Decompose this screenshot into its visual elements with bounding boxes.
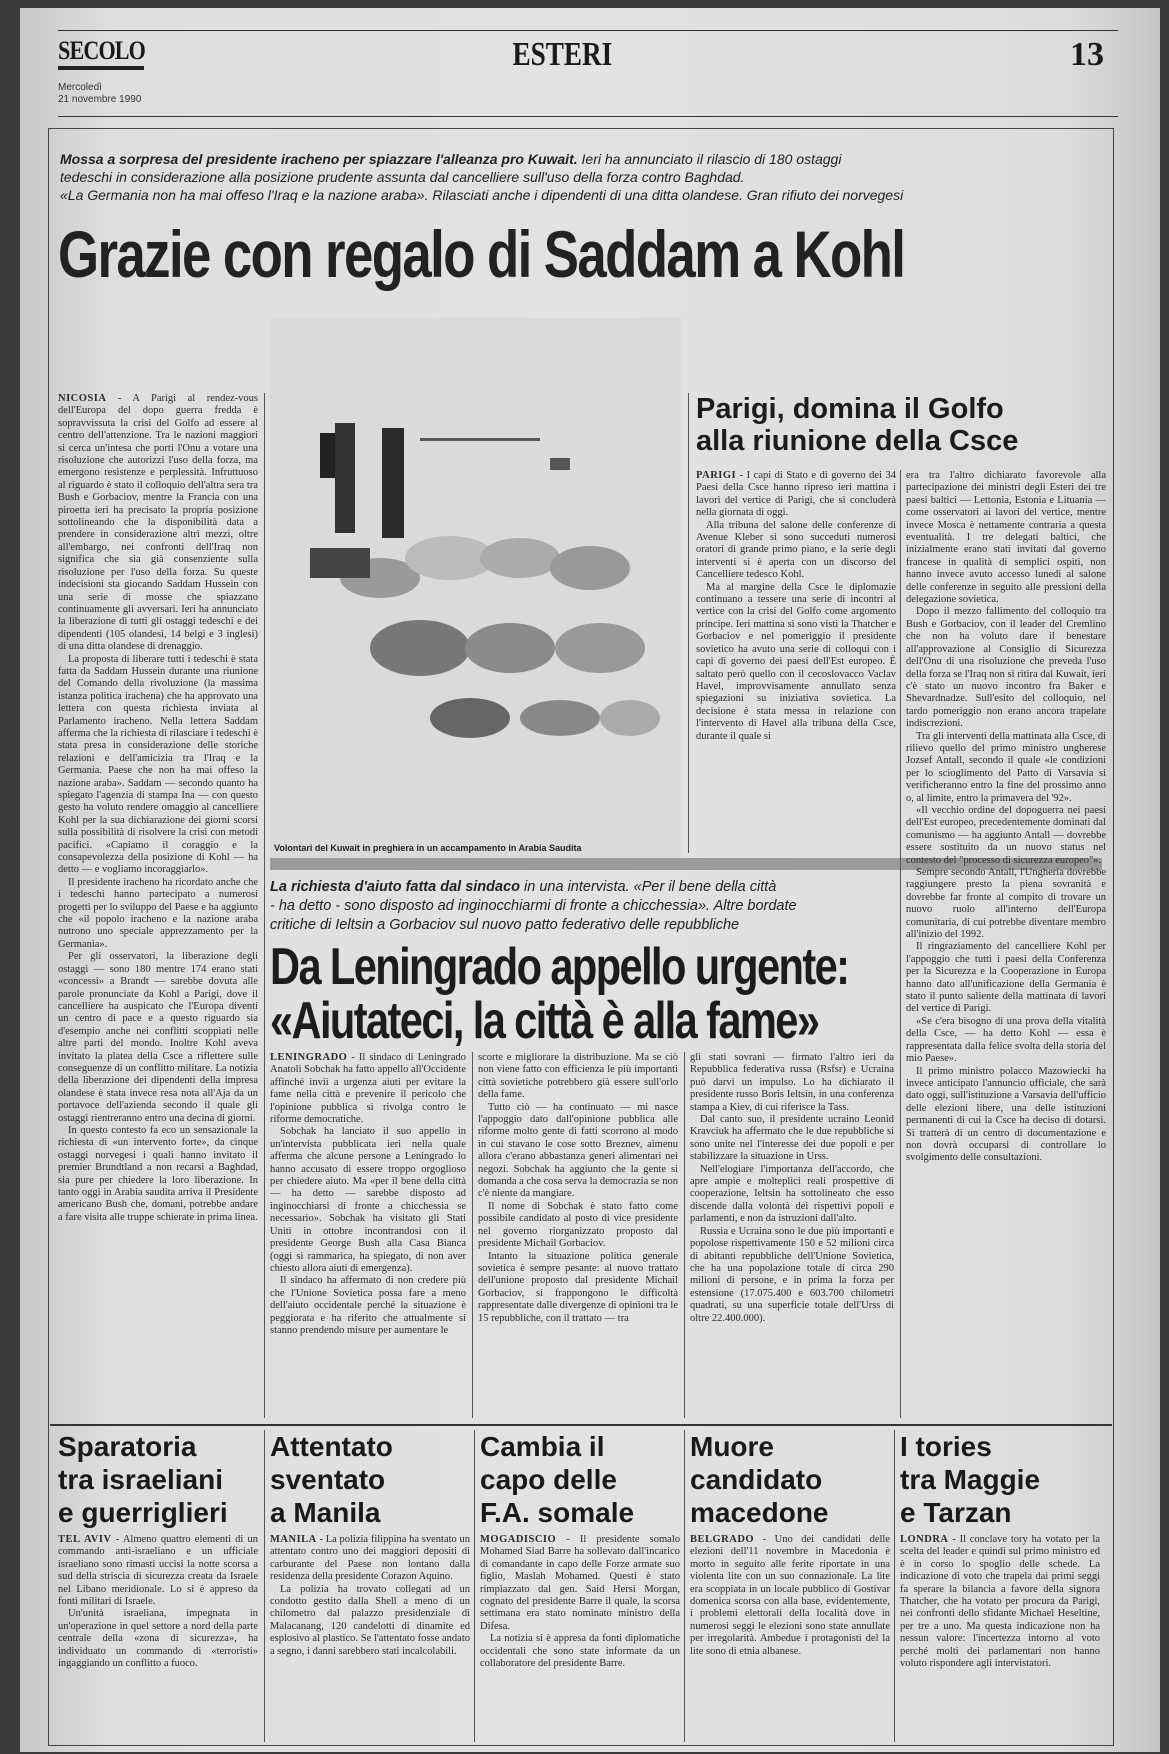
- paragraph: - I capi di Stato e di governo dei 34 Paesi della Csce hanno ripreso ieri mattina i lavori del vertice di Parigi, che si concluderà nella giornata di oggi.: [696, 470, 896, 519]
- brief-article: [900, 1430, 1100, 1744]
- headline-line: Attentato: [270, 1431, 393, 1462]
- headline-line: «Aiutateci, la città è alla fame»: [270, 992, 819, 1050]
- paragraph: La notizia si è appresa da fonti diplomatiche occidentali che sono state informate da un collaboratore del presidente Barre.: [480, 1633, 680, 1670]
- paragraph: Nell'elogiare l'importanza dell'accordo, che apre ampie e molteplici reali prospettive di cooperazione, Ieltsin ha sottolineato che esso discende dalla volontà dei rispettivi popoli e parlamenti, e non da istruzioni dall'alto.: [690, 1163, 894, 1225]
- paragraph: - Il presidente somalo Mohamed Siad Barre ha sollevato dall'incarico di comandante in capo delle Forze armate suo figlio, Maslah Mohamed. Questi è stato rimpiazzato dal gen. Said Hersi Morgan, cognato del presidente Barre il quale, la scorsa settimana era stato nominato ministro della Difesa.: [480, 1534, 680, 1632]
- brief-body: [270, 1534, 470, 1742]
- paragraph: - A Parigi al rendez-vous dell'Europa del dopo guerra fredda è sopravvissuta la crisi del Golfo ad essere al centro dell'attenzione. Tra le nazioni maggiori si cerca un'intesa che porti l'Onu a votare una risoluzione che autorizzi l'uso della forza, ma emergono resistenze e perplessità. Infruttuoso al riguardo è stato il colloquio dell'altra sera tra Bush e Gorbaciov, mentre la Francia con una piroetta ieri ha precisato la propria posizione sottolineando che la disponibilità data a prendere in considerazione altri mezzi, oltre all'embargo, nei confronti dell'Iraq non significa che sia già consenziente sulla risoluzione per l'uso della forza. Su queste indecisioni sta giocando Saddam Hussein con una serie di mosse che spiazzano continuamente gli avversari. Ieri ha annunciato la liberazione di tutti gli ostaggi tedeschi e dei dipendenti (105 olandesi, 14 belgi e 3 inglesi) di una ditta olandese di drenaggio.: [58, 393, 258, 653]
- column-rule: [900, 470, 901, 1418]
- bottom-section-rule: [50, 1424, 1112, 1426]
- headline-line: tra Maggie: [900, 1464, 1041, 1495]
- brief-article: [58, 1430, 258, 1744]
- day: Mercoledì: [58, 82, 102, 93]
- masthead-logo: SECOLO: [58, 36, 160, 70]
- headline-line: Muore: [690, 1431, 774, 1462]
- csce-column-2: [906, 470, 1106, 1418]
- paragraph: Alla tribuna del salone delle conferenze di Avenue Kleber si sono succeduti numerosi oratori di grande primo piano, e la serie degli interventi si è aperta con un discorso del Cancelliere tedesco Kohl.: [696, 519, 896, 581]
- paragraph: Tra gli interventi della mattinata alla Csce, di rilievo quello del primo ministro ungherese Jozsef Antall, secondo il quale «le condizioni per lo scioglimento del Patto di Varsavia si verificheranno entro la fine del prossimo anno o, al limite, entro la primavera del '92».: [906, 730, 1106, 804]
- paragraph: Ma al margine della Csce le diplomazie continuano a tessere una serie di incontri al vertice con la crisi del Golfo come argomento principe. Ieri mattina si sono visti la Thatcher e Gorbaciov e nel pomeriggio il presidente sovietico ha avuto una serie di colloqui con i capi di governo dei paesi dell'Est europeo. È saltato però quello con il cecoslovacco Vaclav Havel, improvvisamente annullato senza spiegazioni su iniziativa sovietica. La decisione è stata messa in relazione con l'intervento di Havel alla tribuna della Csce, durante il quale si: [696, 581, 896, 742]
- dateline: LENINGRADO: [270, 1052, 348, 1063]
- leningrado-deck: [270, 878, 890, 935]
- paragraph: Russia e Ucraina sono le due più importanti e popolose rispettivamente 150 e 52 milioni circa di abitanti repubbliche dell'Unione Sovietica, che ha una popolazione totale di circa 290 milioni di persone, e in prima la forza per estensione (17.075.400 e 603.700 chilometri quadrati, su una superficie totale dell'Urss di oltre 22.400.000).: [690, 1225, 894, 1324]
- paragraph: Il primo ministro polacco Mazowiecki ha invece anticipato l'annuncio ufficiale, che sarà dato oggi, sull'istituzione a Varsavia dell'ufficio delle elezioni libere, una delle istituzioni permanenti di cui la Csce ha deciso di dotarsi. Si tratterà di un centro di documentazione e non dovrà occuparsi di controllare lo svolgimento delle consultazioni.: [906, 1065, 1106, 1164]
- issue-date: [58, 82, 141, 106]
- photo-prayer-camp: [270, 318, 682, 858]
- headline-line: e guerriglieri: [58, 1497, 228, 1528]
- column-rule: [474, 1430, 475, 1742]
- dateline: MANILA: [270, 1534, 317, 1545]
- photo-caption: Volontari del Kuwait in preghiera in un accampamento in Arabia Saudita: [274, 843, 582, 853]
- headline-line: Parigi, domina il Golfo: [696, 393, 1004, 425]
- dateline: BELGRADO: [690, 1534, 755, 1545]
- top-rule: [58, 30, 1118, 31]
- paragraph: Sempre secondo Antall, l'Ungheria dovrebbe raggiungere presto la piena sovranità e dovrebbe far fronte al compito di trovare un nuovo ruolo all'interno dell'Europa comunitaria, di cui potrebbe diventare membro all'inizio del 1992.: [906, 867, 1106, 941]
- leningrado-column-3: [690, 1052, 894, 1418]
- paragraph: era tra l'altro dichiarato favorevole alla partecipazione dei ministri degli Esteri dei tre paesi baltici — Lettonia, Estonia e Lituania — come osservatori ai lavori del vertice, mentre invece Mosca è nettamente contraria a questa eventualità. I tre delegati baltici, che inizialmente erano stati invitati dal governo francese in qualità di semplici ospiti, non hanno invece avuto accesso lunedì al salone delle conferenze in seguito alle pressioni della delegazione sovietica.: [906, 470, 1106, 606]
- headline-line: macedone: [690, 1497, 829, 1528]
- column-rule: [684, 1052, 685, 1418]
- paragraph: Un'unità israeliana, impegnata in un'operazione in quel settore a nord della parte centrale della «zona di sicurezza», ha individuato un commando di «terroristi» ingaggiando un conflitto a fuoco.: [58, 1608, 258, 1670]
- csce-headline: [696, 393, 1096, 457]
- column-rule: [472, 1052, 473, 1418]
- paragraph: Per gli osservatori, la liberazione degli ostaggi — sono 180 mentre 174 erano stati «concessi» a Brandt — sarebbe dovuta alle parole pronunciate da Kohl a Parigi, dove il cancelliere ha auspicato che l'Europa diventi un centro di pace e a questo riguardo sia d'esempio anche nei conflitti scoppiati nelle altre parti del mondo. Inoltre Kohl aveva invitato la platea della Csce a riflettere sulle conseguenze di un conflitto militare. La notizia della liberazione dei dipendenti della impresa olandese è stata invece resa nota all'Aja da un portavoce dell'azienda secondo il quale gli ostaggi rientreranno entro una decina di giorni.: [58, 951, 258, 1124]
- headline-line: a Manila: [270, 1497, 381, 1528]
- headline-line: sventato: [270, 1464, 386, 1495]
- lead-body: [58, 393, 258, 1418]
- brief-body: [690, 1534, 890, 1742]
- paragraph: Intanto la situazione politica generale sovietica è sempre pesante: al nuovo trattato dell'unione proposto dal presidente Michail Gorbaciov, si frappongono le difficoltà rappresentate dalle divergenze di opinioni tra le 15 repubbliche, con il trattato — tra: [478, 1250, 678, 1324]
- paragraph: - Almeno quattro elementi di un commando anti-israeliano e un ufficiale israeliano sono rimasti uccisi la notte scorsa a sud della striscia di sicurezza creata da Israele nel Libano meridionale. Lo si è appreso da fonti militari di Israele.: [58, 1534, 258, 1608]
- paragraph: - La polizia filippina ha sventato un attentato contro uno dei maggiori depositi di carburante del Paese non lontano dalla residenza della presidente Corazon Aquino.: [270, 1534, 470, 1583]
- column-rule: [264, 393, 265, 1418]
- section-title: ESTERI: [512, 36, 613, 73]
- dateline: MOGADISCIO: [480, 1534, 557, 1545]
- lead-deck: [60, 150, 1100, 204]
- paragraph: «Il vecchio ordine del dopoguerra nei paesi dell'Est europeo, precedentemente dominati dal comunismo — ha aggiunto Antall — dovrebbe essere sostituito da un nuovo status nel contesto del "processo di sicurezza europeo"».: [906, 804, 1106, 866]
- dateline: TEL AVIV: [58, 1534, 112, 1545]
- column-rule: [894, 1430, 895, 1742]
- date: 21 novembre 1990: [58, 94, 142, 105]
- brief-article: [480, 1430, 680, 1744]
- paragraph: - Uno dei candidati delle elezioni dell'11 novembre in Macedonia è morto in seguito alle ferite riportate in una violenta lite con un suo connazionale. La lite era scoppiata in un locale pubblico di Gostivar domenica scorsa con alla base, evidentemente, i problemi elettorali della località dove in numerosi seggi le elezioni sono state annullate per irregolarità. Ambedue i protagonisti del la lite sono di etnia albanese.: [690, 1534, 890, 1657]
- brief-headline: [58, 1430, 258, 1529]
- dateline: LONDRA: [900, 1534, 949, 1545]
- column-rule: [688, 393, 689, 853]
- paragraph: Il sindaco ha affermato di non credere più che l'Unione Sovietica possa fare a meno dell'aiuto occidentale perché la situazione è peggiorata e ha riferito che attualmente si stanno prendendo misure per aumentare le: [270, 1275, 466, 1336]
- paragraph: - Il sindaco di Leningrado Anatoli Sobchak ha fatto appello all'Occidente affinché invii a urgenza aiuti per evitare la fame nella città e prevenire il pericolo che l'opinione pubblica si rivolga contro le riforme democratiche.: [270, 1052, 466, 1126]
- leningrado-headline: [270, 940, 848, 1048]
- headline-line: Cambia il: [480, 1431, 605, 1462]
- paragraph: Il nome di Sobchak è stato fatto come possibile candidato al posto di vice presidente nel governo riorganizzato proposto dal presidente Michail Gorbaciov.: [478, 1200, 678, 1250]
- headline-line: I tories: [900, 1431, 992, 1462]
- headline-line: tra israeliani: [58, 1464, 223, 1495]
- newspaper-page: [20, 8, 1160, 1752]
- headline-line: Da Leningrado appello urgente:: [270, 938, 849, 996]
- brief-article: [690, 1430, 890, 1744]
- paragraph: Sobchak ha lanciato il suo appello in un'intervista pubblicata ieri nella quale afferma che alcune persone a Leningrado lo hanno accusato di essere troppo orgoglioso per chiedere aiuto. Ma «per il bene della città — ha detto — sarebbe disposto ad inginocchiarsi di fronte a chicchessia se necessario». Sobchak ha visitato gli Stati Uniti in ottobre incontrandosi con il presidente George Bush alla Casa Bianca (oggi si rammarica, ha spiegato, di non aver chiesto allora aiuti di emergenza).: [270, 1126, 466, 1274]
- paragraph: Dopo il mezzo fallimento del colloquio tra Bush e Gorbaciov, con il leader del Cremlino che non ha voluto dare il benestare all'approvazione al Consiglio di Sicurezza dell'Onu di una risoluzione che preveda l'uso della forza se l'Iraq non si ritira dal Kuwait, ieri c'è stato un nuovo incontro fra Baker e Shevardnadze. Sull'esito del colloquio, nel tardo pomeriggio non erano ancora trapelate indiscrezioni.: [906, 606, 1106, 730]
- paragraph: La proposta di liberare tutti i tedeschi è stata fatta da Saddam Hussein durante una riunione del Comando della rivoluzione (la massima istanza politica irachena) che ha approvato una lettera con questa richiesta inviata al Parlamento iracheno. Nella lettera Saddam afferma che la richiesta di rilasciare i tedeschi è stata presa in considerazione delle storiche relazioni e dell'amicizia tra l'Iraq e la Germania. Paese che non ha mai offeso la nazione araba». Saddam — secondo quanto ha spiegato l'agenzia di stampa Ina — con questo gesto ha voluto rendere omaggio al cancelliere Kohl per la sua dichiarazione dei giorni scorsi sulla possibilità di risolvere la crisi con metodi pacifici. «Capiamo il coraggio e la consapevolezza della posizione di Kohl — ha detto — e vogliamo incoraggiarlo».: [58, 653, 258, 876]
- headline-line: capo delle: [480, 1464, 617, 1495]
- brief-headline: [690, 1430, 890, 1529]
- deck-line: - ha detto - sono disposto ad inginocchiarmi di fronte a chicchessia». Altre bordate: [270, 898, 797, 914]
- leningrado-column-2: [478, 1052, 678, 1418]
- paragraph: La polizia ha trovato collegati ad un condotto gestito dalla Shell a meno di un chilometro dal palazzo presidenziale di Malacanang, 120 candelotti di dinamite ed esplosivo al plastico. Se l'attentato fosse andato a segno, i danni sarebbero stati incalcolabili.: [270, 1583, 470, 1657]
- brief-headline: [480, 1430, 680, 1529]
- headline-line: F.A. somale: [480, 1497, 635, 1528]
- deck-line: Ieri ha annunciato il rilascio di 180 ostaggi: [577, 151, 842, 167]
- brief-body: [900, 1534, 1100, 1742]
- paragraph: Tutto ciò — ha continuato — mi nasce l'appoggio dato dall'opinione pubblica alle riforme molto gente di fatti scorrono al modo in cui stavano le cose sotto Breznev, aimenu allora c'erano abbastanza generi alimentari nei negozi. Sobchak ha aggiunto che la gente si domanda a che cosa serva la democrazia se non c'è niente da mangiare.: [478, 1101, 678, 1200]
- brief-headline: [270, 1430, 470, 1529]
- logo-bar: [58, 66, 144, 70]
- brief-headline: [900, 1430, 1100, 1529]
- headline-line: alla riunione della Csce: [696, 425, 1019, 457]
- paragraph: Dal canto suo, il presidente ucraino Leonid Kravciuk ha affermato che le due repubbliche si sono unite nel l'interesse dei due popoli e per stabilizzare la situazione in Urss.: [690, 1114, 894, 1163]
- leningrado-column-1: [270, 1052, 466, 1418]
- headline-line: Sparatoria: [58, 1431, 197, 1462]
- deck-line: in una intervista. «Per il bene della città: [520, 879, 777, 895]
- deck-line: tedeschi in considerazione alla posizione prudente assunta dal cancelliere sull'uso della forza contro Baghdad.: [60, 169, 745, 185]
- paragraph: - Il conclave tory ha votato per la scelta del leader e quindi sul primo ministro ed è in corso lo spoglio delle schede. La indicazione di voto che trapela dai primi seggi fa sperare la bilancia a favore della signora Thatcher, che ha votato per procura da Parigi, nei confronti dello sfidante Michael Heseltine, per tre a uno. Ma questa indicazione non ha nessun valore: l'incertezza intorno al voto perché molti dei parlamentari non hanno voluto rispondere agli intervistatori.: [900, 1534, 1100, 1670]
- paragraph: In questo contesto fa eco un sensazionale la richiesta di «un intervento forte», da cinque ostaggi norvegesi i quali hanno invitato il premier Brundtland a non recarsi a Baghdad, sia pure per chiedere la loro liberazione. In tanto oggi in Arabia saudita arriva il Presidente americano Bush che, domani, potrebbe andare a fare visita alle truppe schierate in prima linea.: [58, 1124, 258, 1223]
- headline-line: e Tarzan: [900, 1497, 1012, 1528]
- header-rule: [58, 116, 1118, 117]
- photo-image: [270, 318, 682, 858]
- deck-line: «La Germania non ha mai offeso l'Iraq e la nazione araba». Rilasciati anche i dipendenti di una ditta olandese. Gran rifiuto dei norvegesi: [60, 187, 904, 203]
- deck-bold: La richiesta d'aiuto fatta dal sindaco: [270, 879, 521, 895]
- paragraph: Il presidente iracheno ha ricordato anche che i tedeschi hanno partecipato a numerosi progetti per lo sviluppo del Paese e ha aggiunto che «il popolo iracheno e la nazione araba nutrono uno speciale apprezzamento per la Germania».: [58, 876, 258, 950]
- paragraph: scorte e migliorare la distribuzione. Ma se ciò non viene fatto con efficienza le più importanti città sovietiche potrebbero già essere sull'orlo della fame.: [478, 1052, 678, 1101]
- brief-body: [58, 1534, 258, 1742]
- paragraph: gli stati sovrani — firmato l'altro ieri da Repubblica federativa russa (Rsfsr) e Ucraina può darvi un impulso. Lo ha dichiarato il presidente russo Boris Ieltsin, in una conferenza stampa a Kiev, di cui riferisce la Tass.: [690, 1052, 894, 1113]
- page-number: 13: [1070, 36, 1104, 73]
- brief-article: [270, 1430, 470, 1744]
- csce-column-1: [696, 470, 896, 855]
- column-rule: [684, 1430, 685, 1742]
- headline-line: candidato: [690, 1464, 823, 1495]
- deck-line: critiche di Ieltsin a Gorbaciov sul nuovo patto federativo delle repubbliche: [270, 917, 740, 933]
- dateline: NICOSIA: [58, 393, 107, 404]
- brief-body: [480, 1534, 680, 1742]
- lead-headline: Grazie con regalo di Saddam a Kohl: [58, 217, 905, 291]
- column-rule: [264, 1430, 265, 1742]
- paragraph: Il ringraziamento del cancelliere Kohl per l'appoggio che tutti i paesi della Conferenza per la Sicurezza e la Cooperazione in Europa hanno dato all'unificazione della Germania è stato il punto saliente della mattinata di lavori del vertice di Parigi.: [906, 941, 1106, 1015]
- paragraph: «Se c'era bisogno di una prova della vitalità della Csce, — ha detto Kohl — essa è rappresentata dalla felice svolta della storia del mio Paese».: [906, 1015, 1106, 1065]
- dateline: PARIGI: [696, 470, 737, 481]
- deck-bold: Mossa a sorpresa del presidente iracheno per spiazzare l'alleanza pro Kuwait.: [60, 151, 578, 167]
